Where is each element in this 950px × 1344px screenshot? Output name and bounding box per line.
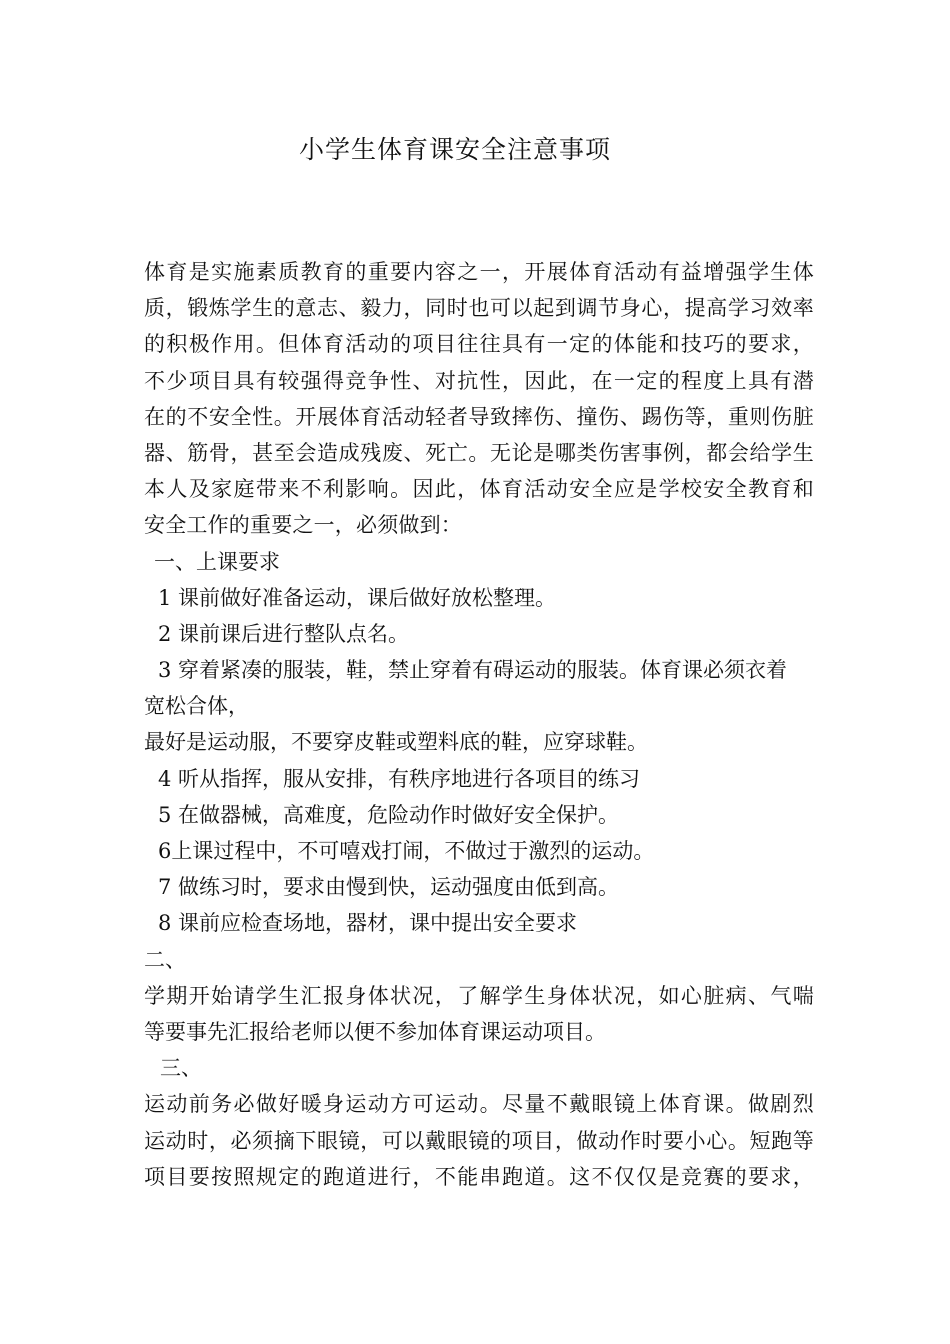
intro-line: 本人及家庭带来不利影响。因此，体育活动安全应是学校安全教育和 (144, 477, 814, 502)
section-1-item-continued: 最好是运动服，不要穿皮鞋或塑料底的鞋，应穿球鞋。 (144, 730, 648, 755)
section-2-line: 学期开始请学生汇报身体状况，了解学生身体状况，如心脏病、气喘 (144, 983, 814, 1008)
section-1-item: 6上课过程中，不可嘻戏打闹，不做过于激烈的运动。 (158, 839, 655, 863)
section-1-item-continued: 宽松合体， (144, 694, 249, 719)
intro-line: 质，锻炼学生的意志、毅力，同时也可以起到调节身心，提高学习效率 (144, 296, 814, 321)
section-1-item: 5 在做器械，高难度，危险动作时做好安全保护。 (158, 802, 620, 827)
intro-line: 体育是实施素质教育的重要内容之一，开展体育活动有益增强学生体 (144, 260, 814, 284)
intro-line: 在的不安全性。开展体育活动轻者导致摔伤、撞伤、踢伤等，重则伤脏 (144, 404, 814, 429)
intro-line: 的积极作用。但体育活动的项目往往具有一定的体能和技巧的要求， (144, 332, 814, 357)
intro-line: 不少项目具有较强得竞争性、对抗性，因此，在一定的程度上具有潜 (144, 368, 814, 393)
section-3-heading: 三、 (160, 1056, 202, 1081)
section-1-item: 4 听从指挥，服从安排，有秩序地进行各项目的练习 (158, 766, 641, 791)
section-3-line: 项目要按照规定的跑道进行，不能串跑道。这不仅仅是竞赛的要求， (144, 1164, 814, 1189)
section-1-item: 8 课前应检查场地，器材，课中提出安全要求 (158, 911, 578, 936)
intro-line: 器、筋骨，甚至会造成残废、死亡。无论是哪类伤害事例，都会给学生 (144, 440, 814, 465)
document-body (144, 254, 814, 1195)
section-1-item: 1 课前做好准备运动，课后做好放松整理。 (158, 585, 557, 610)
section-1-item: 2 课前课后进行整队点名。 (158, 621, 410, 646)
document-title: 小学生体育课安全注意事项 (298, 135, 611, 164)
section-1-item: 3 穿着紧凑的服装，鞋，禁止穿着有碍运动的服装。体育课必须衣着 (158, 658, 788, 683)
section-2-line: 等要事先汇报给老师以便不参加体育课运动项目。 (144, 1019, 606, 1044)
section-3-line: 运动时，必须摘下眼镜，可以戴眼镜的项目，做动作时要小心。短跑等 (144, 1128, 814, 1153)
section-2-heading: 二、 (144, 947, 186, 972)
intro-line: 安全工作的重要之一，必须做到： (144, 513, 462, 538)
section-1-heading: 一、上课要求 (154, 549, 280, 574)
section-3-line: 运动前务必做好暖身运动方可运动。尽量不戴眼镜上体育课。做剧烈 (144, 1092, 814, 1117)
section-1-item: 7 做练习时，要求由慢到快，运动强度由低到高。 (158, 875, 620, 900)
